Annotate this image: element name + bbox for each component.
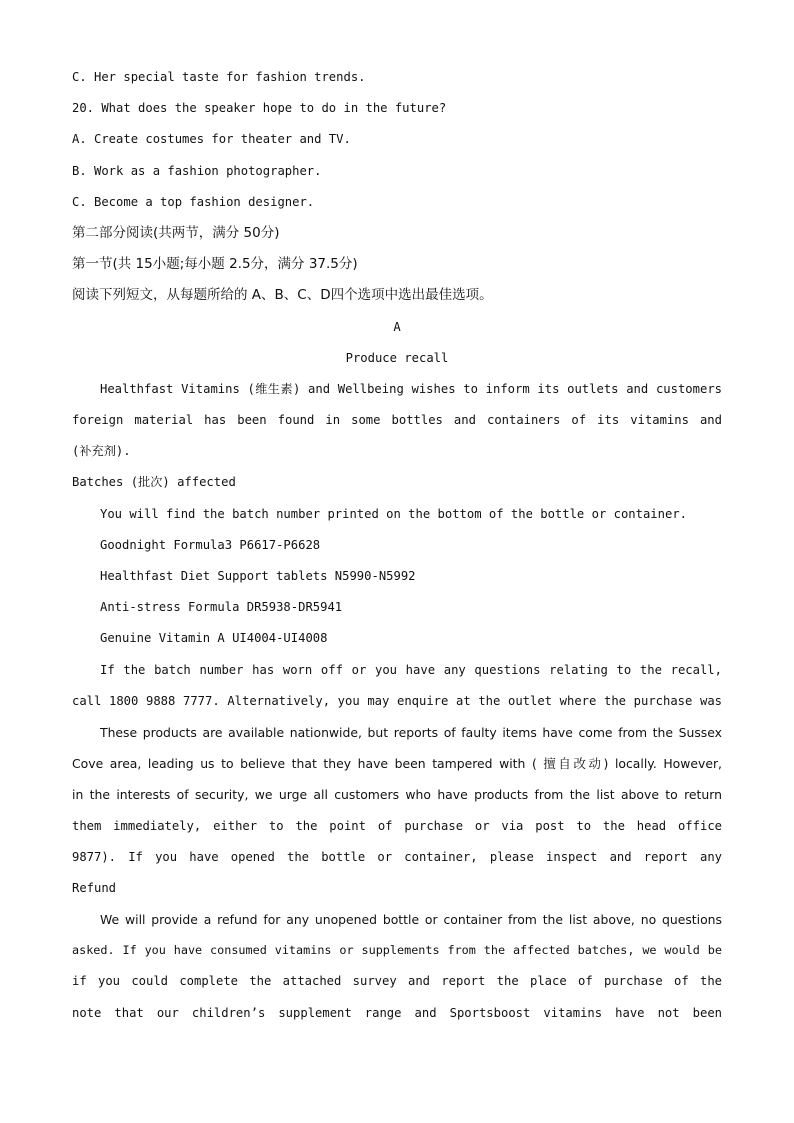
nationwide-line-4: them immediately, either to the point of purchase or via post to the head office — [72, 818, 722, 833]
intro-line-3: (补充剂). — [72, 444, 131, 459]
batch-item: Genuine Vitamin A UI4004-UI4008 — [100, 631, 328, 646]
refund-line-1: We will provide a refund for any unopened bottle or container from the list above, no questions — [100, 912, 722, 928]
nationwide-line-2: Cove area, leading us to believe that they have been tampered with ( 擅自改动) locally. However, — [72, 756, 722, 772]
batch-item: Anti-stress Formula DR5938-DR5941 — [100, 600, 343, 615]
q20-option-b: B. Work as a fashion photographer. — [72, 163, 322, 178]
nationwide-line-5: 9877). If you have opened the bottle or container, please inspect and report any — [72, 849, 722, 864]
q20-option-a: A. Create costumes for theater and TV. — [72, 132, 351, 147]
batches-heading: Batches (批次) affected — [72, 475, 236, 490]
batch-note: You will find the batch number printed on the bottom of the bottle or container. — [100, 506, 687, 521]
passage-label: A — [393, 319, 401, 334]
q19-option-c: C. Her special taste for fashion trends. — [72, 70, 366, 84]
nationwide-line-3: in the interests of security, we urge all customers who have products from the list above to return — [72, 787, 722, 803]
section1-title: 第一节(共 15小题;每小题 2.5分，满分 37.5分) — [72, 256, 358, 273]
contact-line-1: If the batch number has worn off or you have any questions relating to the recall, — [100, 662, 722, 677]
passage-title: Produce recall — [345, 350, 449, 365]
refund-line-3: if you could complete the attached survey and report the place of purchase of the — [72, 974, 722, 989]
q20-question: 20. What does the speaker hope to do in the future? — [72, 101, 447, 116]
q20-option-c: C. Become a top fashion designer. — [72, 194, 315, 209]
refund-heading: Refund — [72, 880, 117, 895]
refund-line-2: asked. If you have consumed vitamins or supplements from the affected batches, we would be — [72, 943, 722, 958]
refund-line-4: note that our children’s supplement range and Sportsboost vitamins have not been — [72, 1005, 722, 1020]
nationwide-line-1: These products are available nationwide, but reports of faulty items have come from the Sussex — [100, 724, 722, 740]
contact-line-2: call 1800 9888 7777. Alternatively, you may enquire at the outlet where the purchase was — [72, 693, 722, 708]
section2-title: 第二部分阅读(共两节，满分 50分) — [72, 224, 280, 241]
instruction: 阅读下列短文，从每题所给的 A、B、C、D四个选项中选出最佳选项。 — [72, 287, 493, 304]
intro-line-1: Healthfast Vitamins (维生素) and Wellbeing wishes to inform its outlets and customers — [100, 381, 722, 396]
batch-item: Healthfast Diet Support tablets N5990-N5992 — [100, 569, 416, 583]
intro-line-2: foreign material has been found in some bottles and containers of its vitamins and — [72, 413, 722, 428]
batch-item: Goodnight Formula3 P6617-P6628 — [100, 537, 321, 552]
document-page — [72, 62, 722, 1029]
